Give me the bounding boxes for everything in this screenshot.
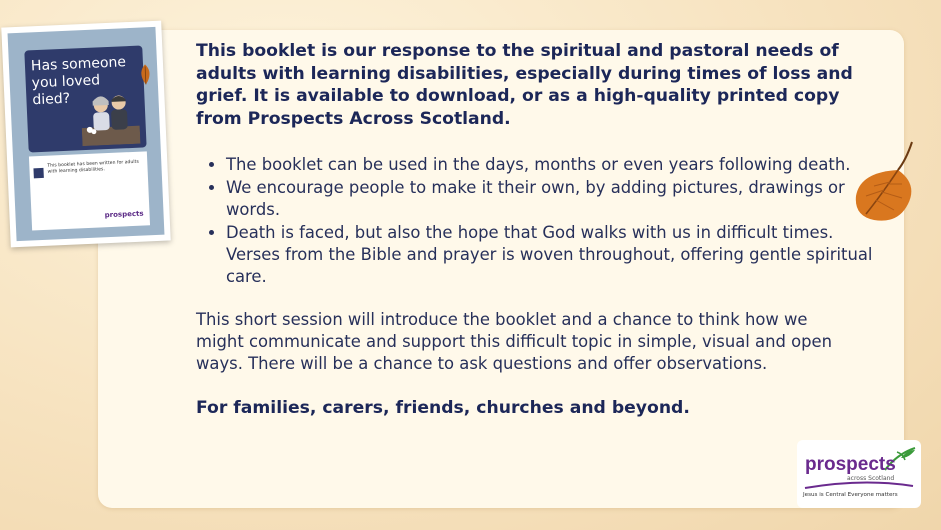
cover-footer xyxy=(29,151,150,230)
cover-mini-logo: prospects xyxy=(104,209,144,220)
booklet-cover xyxy=(8,27,165,241)
intro-paragraph: This booklet is our response to the spiritual and pastoral needs of adults with learning disabilities, especially during times of loss and grief. It is available to download, or as a high-quality printed copy from Prospects Across Scotland. xyxy=(196,41,853,129)
logo-tagline: Jesus is Central Everyone matters xyxy=(803,492,898,498)
small-autumn-leaf-icon xyxy=(137,63,154,86)
logo-swoosh xyxy=(803,480,915,490)
cover-footer-text: This booklet has been written for adults with learning disabilities. xyxy=(47,159,139,175)
cover-title-box xyxy=(24,45,146,152)
logo-name: prospects xyxy=(805,454,896,475)
cover-title: Has someone you loved died? xyxy=(30,54,127,109)
session-paragraph: This short session will introduce the booklet and a chance to think how we might communicate and support this difficult topic in simple, visual and open ways. There will be a chance to ask questions and offer observations. xyxy=(196,310,832,373)
bullet-item: • The booklet can be used in the days, months or even years following death. xyxy=(226,154,876,176)
closing-line: For families, carers, friends, churches and beyond. xyxy=(196,398,690,418)
booklet-cover-image xyxy=(1,21,170,248)
cover-badge-icon xyxy=(33,168,43,178)
prospects-logo xyxy=(797,440,921,508)
autumn-leaf-icon xyxy=(852,140,918,226)
logo-sub: across Scotland xyxy=(847,475,895,482)
bullet-list xyxy=(196,154,876,288)
bullet-item: • We encourage people to make it their own, by adding pictures, drawings or words. xyxy=(226,177,876,221)
grieving-couple-illustration xyxy=(80,86,140,146)
main-content xyxy=(196,40,876,418)
bullet-item: • Death is faced, but also the hope that God walks with us in difficult times. Verses from the Bible and prayer is woven throughout, offering gentle spiritual care. xyxy=(226,222,876,288)
